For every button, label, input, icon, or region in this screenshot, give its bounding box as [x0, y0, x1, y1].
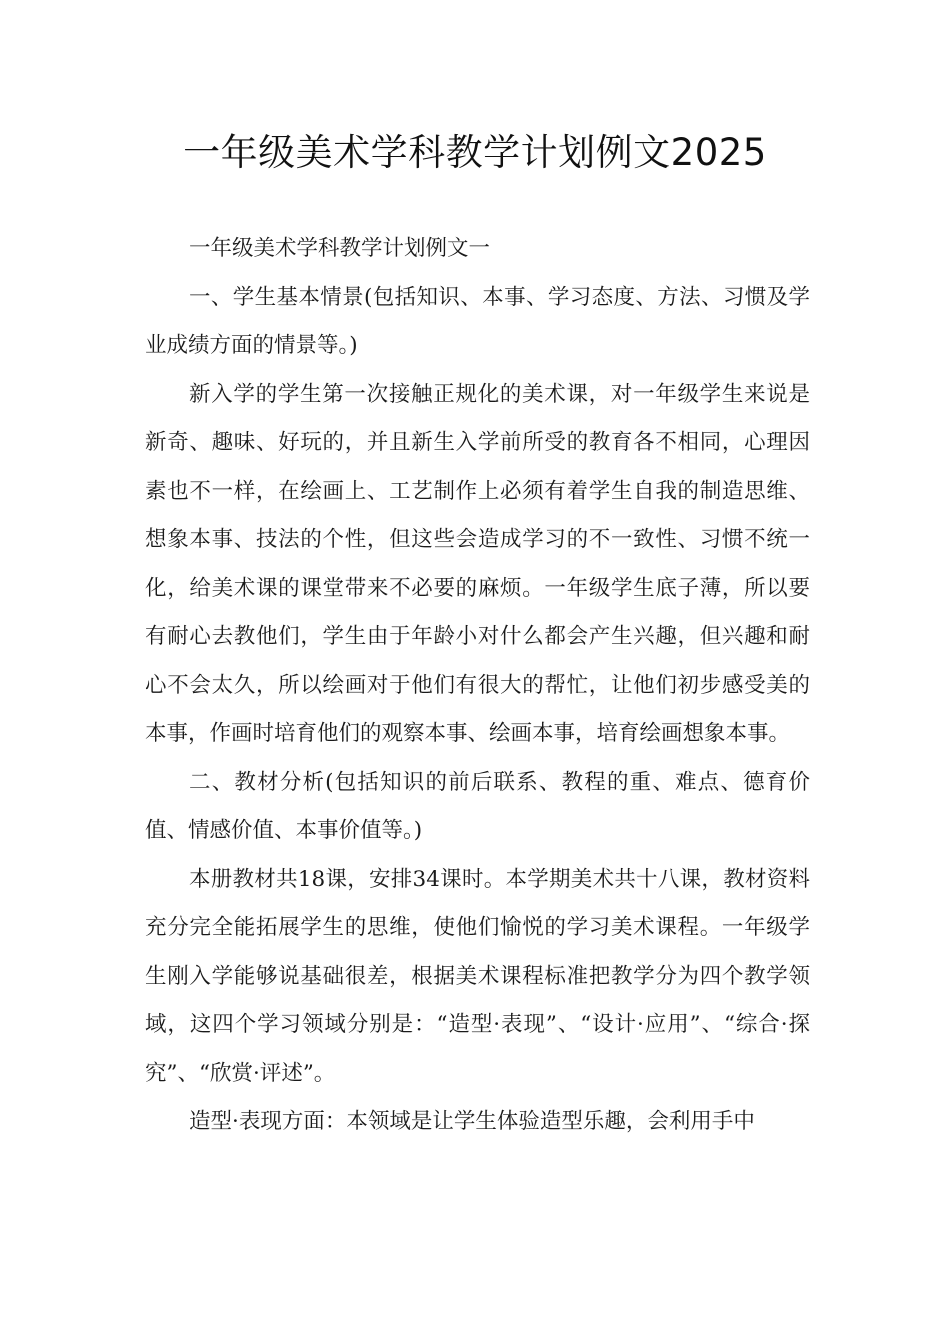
document-body [145, 225, 810, 1147]
paragraph-subtitle: 一年级美术学科教学计划例文一 [189, 236, 491, 261]
paragraph-student-situation: 新入学的学生第一次接触正规化的美术课，对一年级学生来说是新奇、趣味、好玩的，并且新生入学前所受的教育各不相同，心理因素也不一样，在绘画上、工艺制作上必须有着学生自我的制造思维、想象本事、技法的个性，但这些会造成学习的不一致性、习惯不统一化，给美术课的课堂带来不必要的麻烦。一年级学生底子薄，所以要有耐心去教他们，学生由于年龄小对什么都会产生兴趣，但兴趣和耐心不会太久，所以绘画对于他们有很大的帮忙，让他们初步感受美的本事，作画时培育他们的观察本事、绘画本事，培育绘画想象本事。 [145, 381, 810, 746]
document-title: 一年级美术学科教学计划例文2025 [183, 131, 767, 174]
paragraph-section-1-heading: 一、学生基本情景(包括知识、本事、学习态度、方法、习惯及学业成绩方面的情景等。) [145, 284, 810, 358]
paragraph-textbook-overview: 本册教材共18课，安排34课时。本学期美术共十八课，教材资料充分完全能拓展学生的思维，使他们愉悦的学习美术课程。一年级学生刚入学能够说基础很差，根据美术课程标准把教学分为四个教学领域，这四个学习领域分别是：“造型·表现”、“设计·应用”、“综合·探究”、“欣赏·评述”。 [145, 866, 810, 1086]
paragraph-section-2-heading: 二、教材分析(包括知识的前后联系、教程的重、难点、德育价值、情感价值、本事价值等。) [145, 769, 810, 843]
paragraph-modeling-expression: 造型·表现方面：本领域是让学生体验造型乐趣，会利用手中 [189, 1109, 755, 1134]
